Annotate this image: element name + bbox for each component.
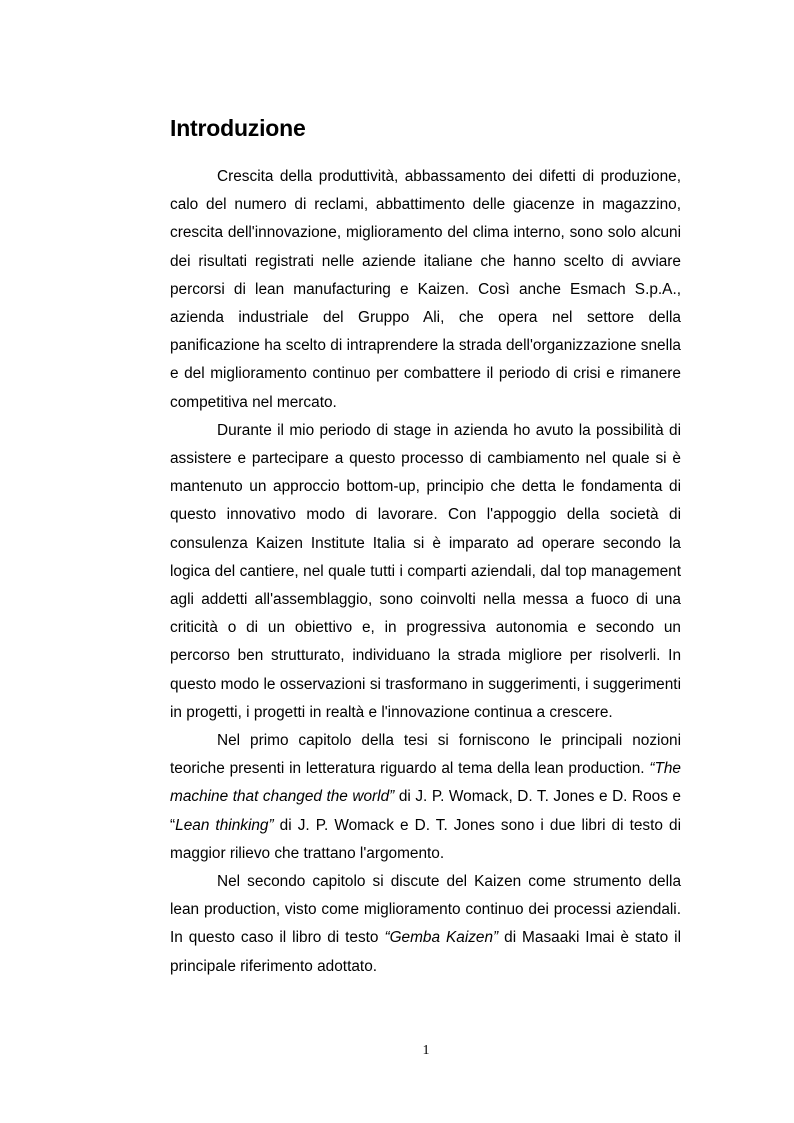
page-number: 1 — [422, 1043, 430, 1058]
paragraph-1: Crescita della produttività, abbassamento dei difetti di produzione, calo del numero di reclami, abbattimento delle giacenze in magazzino, crescita dell'innovazione, miglioramento del clima interno, sono solo alcuni dei risultati registrati nelle aziende italiane che hanno scelto di avviare percorsi di lean manufacturing e Kaizen. Così anche Esmach S.p.A., azienda industriale del Gruppo Ali, che opera nel settore della panificazione ha scelto di intraprendere la strada dell'organizzazione snella e del miglioramento continuo per combattere il periodo di crisi e rimanere competitiva nel mercato. — [170, 168, 681, 411]
book-title-lean-thinking: Lean thinking” — [175, 816, 274, 834]
paragraph-3 — [170, 727, 681, 868]
paragraph-4 — [170, 868, 681, 981]
paragraph-2: Durante il mio periodo di stage in azienda ho avuto la possibilità di assistere e partecipare a questo processo di cambiamento nel quale si è mantenuto un approccio bottom-up, principio che detta le fondamenta di questo innovativo modo di lavorare. Con l'appoggio della società di consulenza Kaizen Institute Italia si è imparato ad operare secondo la logica del cantiere, nel quale tutti i comparti aziendali, dal top management agli addetti all'assemblaggio, sono coinvolti nella messa a fuoco di una criticità o di un obiettivo e, in progressiva autonomia e secondo un percorso ben strutturato, individuano la strada migliore per risolverli. In questo modo le osservazioni si trasformano in suggerimenti, i suggerimenti in progetti, i progetti in realtà e l'innovazione continua a crescere. — [170, 421, 681, 721]
book-title-machine: “The machine that changed the world” — [170, 760, 681, 806]
paragraph-4-text: di Masaaki Imai è stato il principale riferimento adottato. — [170, 929, 681, 975]
paragraph-3-text: Nel primo capitolo della tesi si forniscono le principali nozioni teoriche presenti in letteratura riguardo al tema della lean production. — [170, 732, 681, 778]
book-title-gemba-kaizen: “Gemba Kaizen” — [384, 929, 499, 947]
paragraph-3-text: di J. P. Womack, D. T. Jones e D. Roos e “ — [170, 788, 681, 834]
page-title: Introduzione — [170, 115, 306, 141]
paragraph-3-text: di J. P. Womack e D. T. Jones sono i due libri di testo di maggior rilievo che trattano l'argomento. — [170, 816, 681, 862]
body-text — [170, 163, 681, 981]
paragraph-4-text: Nel secondo capitolo si discute del Kaizen come strumento della lean production, visto come miglioramento continuo dei processi aziendali. In questo caso il libro di testo — [170, 873, 681, 947]
